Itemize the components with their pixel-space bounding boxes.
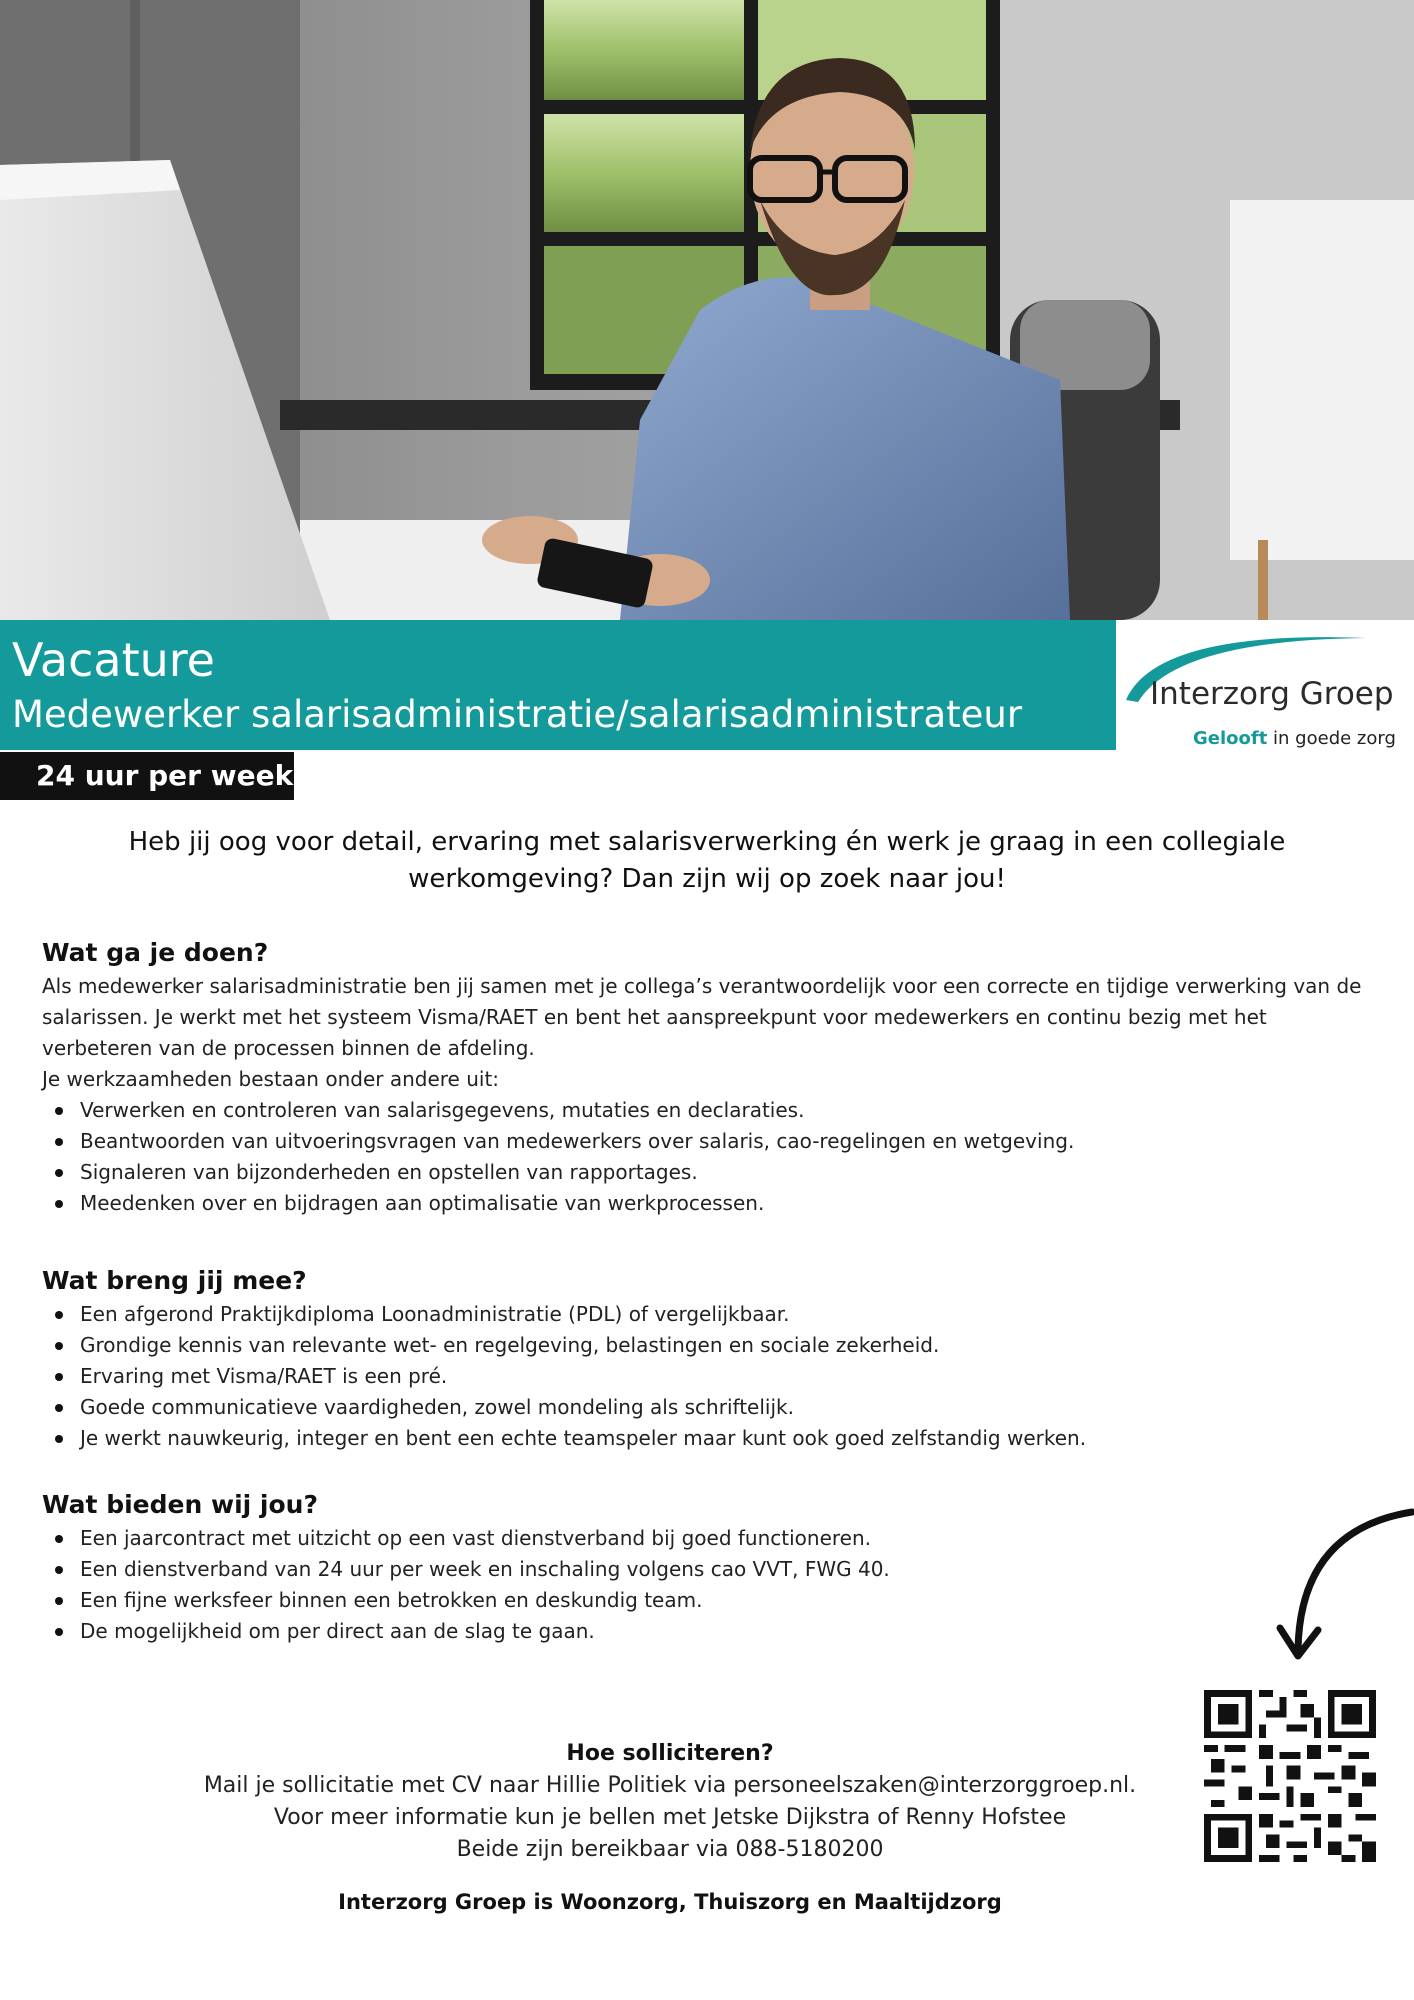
section-doen-lead: Je werkzaamheden bestaan onder andere uit:: [42, 1067, 500, 1091]
logo-name: Interzorg Groep: [1150, 676, 1394, 712]
section-doen-paragraph: Als medewerker salarisadministratie ben jij samen met je collega’s verantwoordelijk voor een correcte en tijdige verwerking van de salarissen. Je werkt met het systeem Visma/RAET en bent het aanspreekpunt voor medewerkers en continu bezig met het verbeteren van de processen binnen de afdeling.: [42, 974, 1362, 1060]
footer-text: Interzorg Groep is Woonzorg, Thuiszorg en Maaltijdzorg: [338, 1890, 1002, 1914]
office-photo-illustration: [0, 0, 1414, 620]
list-item: Signaleren van bijzonderheden en opstellen van rapportages.: [80, 1157, 1382, 1188]
section-mee: [42, 1263, 1382, 1454]
list-item: Een afgerond Praktijkdiploma Loonadministratie (PDL) of vergelijkbaar.: [80, 1299, 1382, 1330]
qr-code-icon[interactable]: [1204, 1690, 1376, 1862]
section-mee-list: [42, 1299, 1382, 1454]
list-item: Ervaring met Visma/RAET is een pré.: [80, 1361, 1382, 1392]
list-item: Een dienstverband van 24 uur per week en inschaling volgens cao VVT, FWG 40.: [80, 1554, 1382, 1585]
apply-block: [100, 1738, 1240, 1866]
vacancy-label: Vacature: [12, 633, 215, 687]
list-item: Verwerken en controleren van salarisgegevens, mutaties en declaraties.: [80, 1095, 1382, 1126]
list-item: Een fijne werksfeer binnen een betrokken en deskundig team.: [80, 1585, 1382, 1616]
list-item: De mogelijkheid om per direct aan de slag te gaan.: [80, 1616, 1382, 1647]
section-doen-list: [42, 1095, 1382, 1219]
apply-title: Hoe solliciteren?: [566, 1741, 774, 1766]
curved-arrow-icon: [1260, 1500, 1414, 1670]
hours-badge: 24 uur per week: [0, 752, 294, 800]
list-item: Goede communicatieve vaardigheden, zowel mondeling als schriftelijk.: [80, 1392, 1382, 1423]
list-item: Een jaarcontract met uitzicht op een vast dienstverband bij goed functioneren.: [80, 1523, 1382, 1554]
hero-photo: [0, 0, 1414, 620]
section-bieden-title: Wat bieden wij jou?: [42, 1490, 318, 1519]
section-bieden: [42, 1487, 1382, 1647]
section-mee-title: Wat breng jij mee?: [42, 1266, 307, 1295]
list-item: Beantwoorden van uitvoeringsvragen van medewerkers over salaris, cao-regelingen en wetgeving.: [80, 1126, 1382, 1157]
section-doen-title: Wat ga je doen?: [42, 938, 269, 967]
apply-line-info: Voor meer informatie kun je bellen met Jetske Dijkstra of Renny Hofstee: [273, 1805, 1067, 1830]
logo-tagline-rest: in goede zorg: [1267, 728, 1396, 749]
apply-line-phone: Beide zijn bereikbaar via 088-5180200: [456, 1837, 884, 1862]
list-item: Je werkt nauwkeurig, integer en bent een echte teamspeler maar kunt ook goed zelfstandig werken.: [80, 1423, 1382, 1454]
job-title: Medewerker salarisadministratie/salarisadministrateur: [12, 693, 1023, 736]
section-doen: [42, 935, 1382, 1219]
logo-tagline-bold: Gelooft: [1193, 728, 1268, 749]
intro-text: Heb jij oog voor detail, ervaring met salarisverwerking én werk je graag in een collegiale werkomgeving? Dan zijn wij op zoek naar jou!: [128, 827, 1286, 894]
apply-line-mail: Mail je sollicitatie met CV naar Hillie Politiek via personeelszaken@interzorggroep.nl.: [203, 1773, 1137, 1798]
list-item: Meedenken over en bijdragen aan optimalisatie van werkprocessen.: [80, 1188, 1382, 1219]
logo-tagline: [1193, 728, 1396, 749]
section-bieden-list: [42, 1523, 1382, 1647]
list-item: Grondige kennis van relevante wet- en regelgeving, belastingen en sociale zekerheid.: [80, 1330, 1382, 1361]
